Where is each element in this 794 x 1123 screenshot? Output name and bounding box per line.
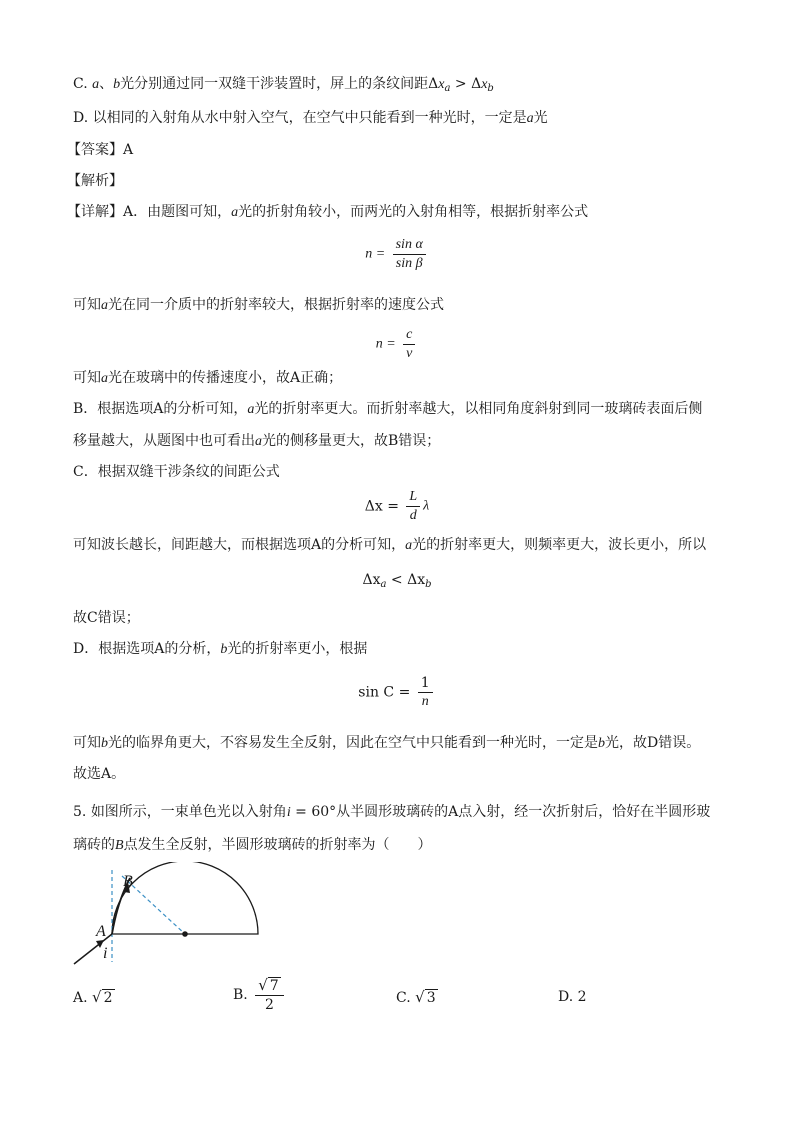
detail-a-line1: 【详解】A．由题图可知，a光的折射角较小，而两光的入射角相等，根据折射率公式 xyxy=(67,204,589,220)
delta-xb: $\Delta x_b$ xyxy=(471,76,494,94)
center-point xyxy=(182,931,188,937)
option-c-text: C. a、b光分别通过同一双缝干涉装置时，屏上的条纹间距$\Delta x_a > \Delta x_b$ xyxy=(73,76,494,94)
delta-xa: $\Delta x_a$ xyxy=(428,76,451,94)
analysis-label: 【解析】 xyxy=(67,173,123,189)
detail-d-line1: D．根据选项A的分析，b光的折射率更小，根据 xyxy=(73,641,368,657)
detail-a-line3: 可知a光在玻璃中的传播速度小，故A正确； xyxy=(73,370,343,386)
option-a[interactable]: A. √ 2 xyxy=(73,988,113,1006)
question-5-line1: 5. 如图所示，一束单色光以入射角i = 60°从半圆形玻璃砖的A点入射，经一次折射后，恰好在半圆形玻 xyxy=(73,804,711,820)
option-d-text: D. 以相同的入射角从水中射入空气，在空气中只能看到一种光时，一定是a光 xyxy=(73,110,548,126)
equation-refraction-index: n = $\frac{\text{sin α}}{\text{sin β}}$ xyxy=(0,236,794,273)
equation-spacing-comparison: $\Delta x_a < \Delta x_b$ xyxy=(362,572,432,590)
option-b[interactable]: B. $\frac{√ 7}{2}$ xyxy=(233,976,287,1014)
option-c[interactable]: C. √ 3 xyxy=(396,988,436,1006)
label-i: i xyxy=(103,945,108,962)
detail-c-line1: C．根据双缝干涉条纹的间距公式 xyxy=(73,464,280,480)
conclusion-line: 故选A。 xyxy=(73,766,126,782)
semicircle-outline xyxy=(112,862,258,934)
detail-d-line2: 可知b光的临界角更大，不容易发生全反射，因此在空气中只能看到一种光时，一定是b光，故D错误。 xyxy=(73,735,701,751)
label-a: A xyxy=(96,923,106,940)
question-5-line2: 璃砖的B点发生全反射，半圆形玻璃砖的折射率为（ ） xyxy=(73,837,432,853)
answer-line: 【答案】A xyxy=(67,142,134,158)
option-d[interactable]: D. 2 xyxy=(558,989,587,1005)
detail-c-line3: 故C错误； xyxy=(73,610,140,626)
label-b: B xyxy=(123,873,133,890)
detail-a-line2: 可知a光在同一介质中的折射率较大，根据折射率的速度公式 xyxy=(73,297,444,313)
detail-b-line2: 移量越大，从题图中也可看出a光的侧移量更大，故B错误； xyxy=(73,433,441,449)
semicircle-glass-diagram xyxy=(70,862,270,972)
detail-c-line2: 可知波长越长，间距越大，而根据选项A的分析可知，a光的折射率更大，则频率更大，波长更小，所以 xyxy=(73,537,707,553)
equation-fringe-spacing: Δx = $\frac{L}{d}$ λ xyxy=(364,489,430,523)
equation-speed: n = $\frac{c}{v}$ xyxy=(0,326,794,363)
detail-b-line1: B．根据选项A的分析可知，a光的折射率更大。而折射率越大，以相同角度斜射到同一玻璃砖表面后侧 xyxy=(73,401,703,417)
equation-critical-angle: sin C = $\frac{1}{n}$ xyxy=(0,674,794,711)
